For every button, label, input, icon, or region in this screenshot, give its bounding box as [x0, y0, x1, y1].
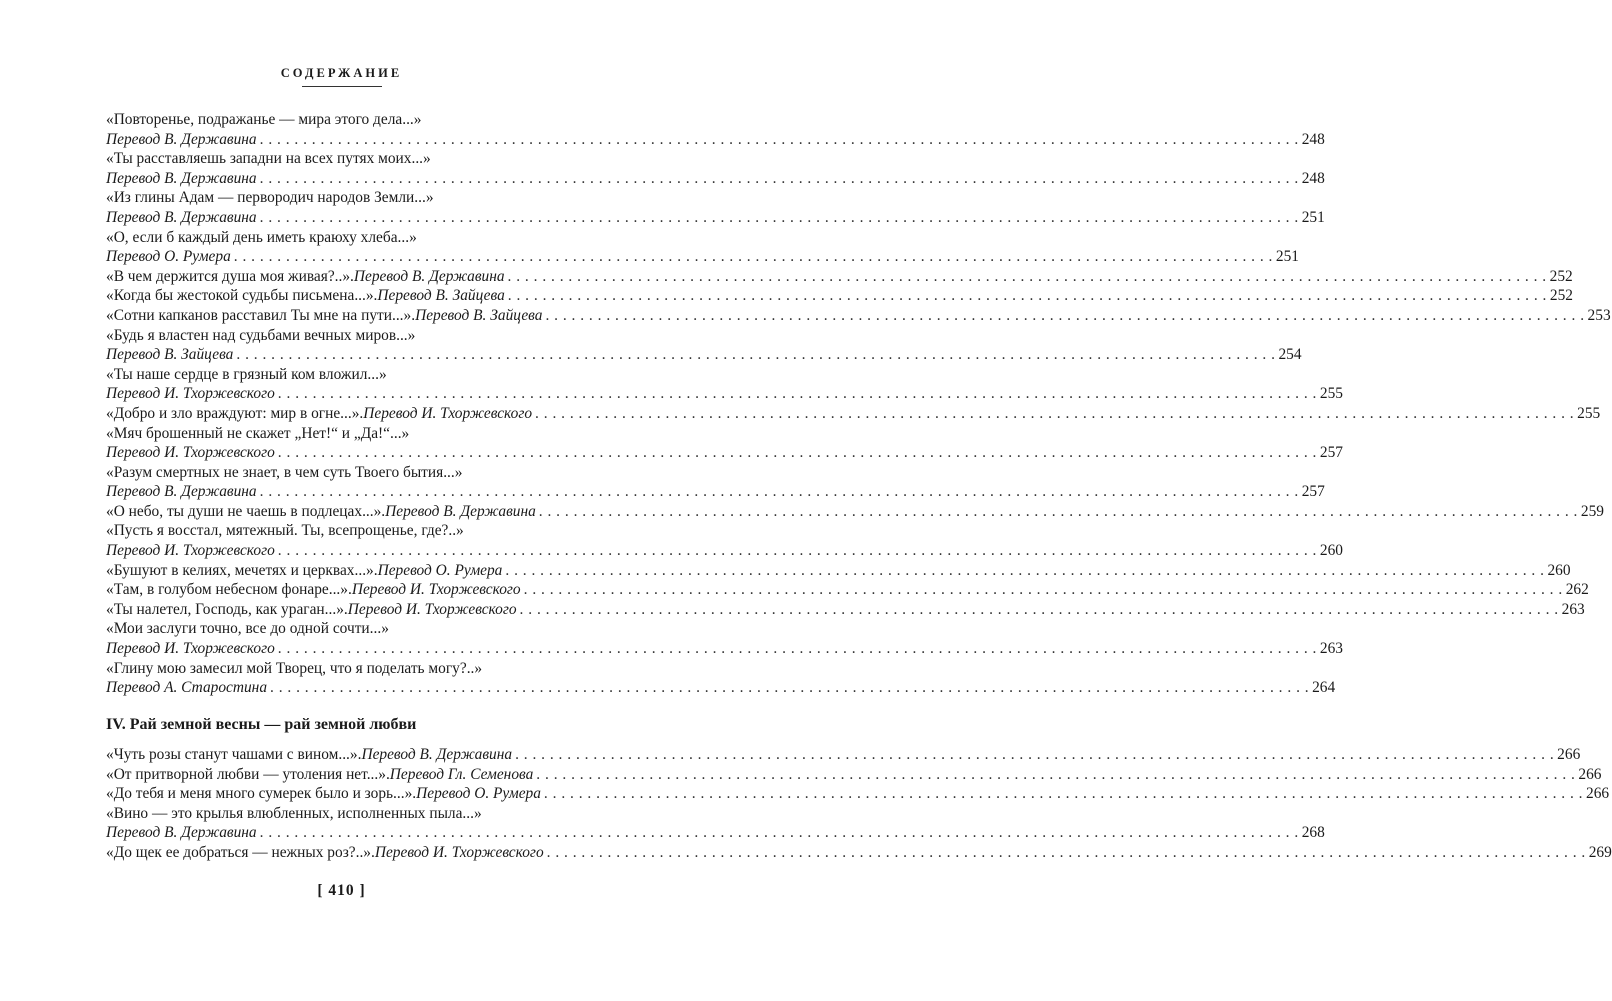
- dot-leader: . . . . . . . . . . . . . . . . . . . . . . . . . . . . . . . . . . . . . . . . . . . . . . . . . . . . . . . . . . . . . . . . . . . . . . . . . . . . . . . . . . . . . . . . . . . . . . . . . . . . . . . . . . . . . . . . . . . . . . . .: [546, 843, 1586, 861]
- toc-translator: Перевод В. Державина: [106, 208, 257, 226]
- toc-translator: Перевод И. Тхоржевского: [351, 581, 521, 599]
- toc-entry-row: [106, 639, 1343, 659]
- toc-entry-row: [106, 286, 1573, 306]
- toc-translator: Перевод А. Старостина: [106, 679, 268, 697]
- toc-page-number: 255: [1319, 385, 1343, 403]
- dot-leader: . . . . . . . . . . . . . . . . . . . . . . . . . . . . . . . . . . . . . . . . . . . . . . . . . . . . . . . . . . . . . . . . . . . . . . . . . . . . . . . . . . . . . . . . . . . . . . . . . . . . . . . . . . . . . . . . . . . . . . . .: [536, 765, 1576, 783]
- toc-entry-row: [106, 404, 1601, 424]
- toc-entry-row: [106, 267, 1573, 287]
- toc-translator: Перевод В. Державина: [361, 746, 513, 763]
- toc-entry-row: [106, 345, 1302, 365]
- toc-translator: Перевод В. Державина: [106, 824, 257, 842]
- page-number: [ 410 ]: [317, 882, 366, 899]
- toc-entry-row: [106, 678, 1336, 698]
- toc-title-line: «Глину мою замесил мой Творец, что я поделать могу?..»: [106, 659, 483, 677]
- toc-translator: Перевод И. Тхоржевского: [106, 444, 275, 462]
- toc-title: «Сотни капканов расставил Ты мне на пути...».: [106, 306, 416, 324]
- toc-title: «О небо, ты души не чаешь в подлецах...».: [106, 502, 386, 520]
- toc-entry-row: [106, 306, 1611, 326]
- toc-translator: Перевод В. Державина: [353, 267, 505, 285]
- toc-translator: Перевод В. Зайцева: [377, 287, 505, 305]
- toc-page-number: 252: [1549, 287, 1573, 305]
- toc-entry-row: [106, 130, 1325, 150]
- toc-entry-row: [106, 443, 1343, 463]
- dot-leader: . . . . . . . . . . . . . . . . . . . . . . . . . . . . . . . . . . . . . . . . . . . . . . . . . . . . . . . . . . . . . . . . . . . . . . . . . . . . . . . . . . . . . . . . . . . . . . . . . . . . . . . . . . . . . . . . . . . . . . . .: [538, 502, 1578, 520]
- toc-entry-row: [106, 765, 1602, 785]
- toc-translator: Перевод В. Державина: [385, 502, 536, 520]
- toc-page-number: 266: [1578, 765, 1602, 783]
- toc-title: «Ты налетел, Господь, как ураган...».: [106, 600, 348, 618]
- toc-page-number: 253: [1587, 306, 1611, 324]
- header-underline: [302, 86, 382, 87]
- toc-entry-row: [106, 745, 1581, 765]
- toc-title: «До щек ее добраться — нежных роз?..».: [106, 843, 375, 861]
- dot-leader: . . . . . . . . . . . . . . . . . . . . . . . . . . . . . . . . . . . . . . . . . . . . . . . . . . . . . . . . . . . . . . . . . . . . . . . . . . . . . . . . . . . . . . . . . . . . . . . . . . . . . . . . . . . . . . . . . . . . . . . .: [505, 561, 1545, 579]
- dot-leader: . . . . . . . . . . . . . . . . . . . . . . . . . . . . . . . . . . . . . . . . . . . . . . . . . . . . . . . . . . . . . . . . . . . . . . . . . . . . . . . . . . . . . . . . . . . . . . . . . . . . . . . . . . . . . . . . . . . . . . . .: [543, 785, 1584, 803]
- toc-page-number: 248: [1301, 169, 1325, 187]
- toc-title-line: «Мяч брошенный не скажет „Нет!“ и „Да!“...»: [106, 424, 410, 442]
- toc-page-number: 254: [1278, 346, 1302, 364]
- dot-leader: . . . . . . . . . . . . . . . . . . . . . . . . . . . . . . . . . . . . . . . . . . . . . . . . . . . . . . . . . . . . . . . . . . . . . . . . . . . . . . . . . . . . . . . . . . . . . . . . . . . . . . . . . . . . . . . . . . . . . . . .: [259, 483, 1299, 501]
- toc-title-line: «Будь я властен над судьбами вечных миров...»: [106, 326, 416, 344]
- toc-translator: Перевод В. Державина: [106, 483, 257, 501]
- toc-page-number: 260: [1319, 542, 1343, 560]
- toc-title-line: «О, если б каждый день иметь краюху хлеба...»: [106, 228, 417, 246]
- dot-leader: . . . . . . . . . . . . . . . . . . . . . . . . . . . . . . . . . . . . . . . . . . . . . . . . . . . . . . . . . . . . . . . . . . . . . . . . . . . . . . . . . . . . . . . . . . . . . . . . . . . . . . . . . . . . . . . . . . . . . . . .: [515, 746, 1555, 763]
- toc-translator: Перевод О. Румера: [416, 785, 541, 803]
- toc-page-number: 251: [1301, 208, 1325, 226]
- toc-translator: Перевод В. Зайцева: [415, 306, 543, 324]
- toc-translator: Перевод И. Тхоржевского: [363, 404, 533, 422]
- toc-page-number: 248: [1301, 130, 1325, 148]
- dot-leader: . . . . . . . . . . . . . . . . . . . . . . . . . . . . . . . . . . . . . . . . . . . . . . . . . . . . . . . . . . . . . . . . . . . . . . . . . . . . . . . . . . . . . . . . . . . . . . . . . . . . . . . . . . . . . . . . . . . . . . . .: [259, 824, 1299, 842]
- toc-entry-row: [106, 169, 1325, 189]
- dot-leader: . . . . . . . . . . . . . . . . . . . . . . . . . . . . . . . . . . . . . . . . . . . . . . . . . . . . . . . . . . . . . . . . . . . . . . . . . . . . . . . . . . . . . . . . . . . . . . . . . . . . . . . . . . . . . . . . . . . . . . . .: [519, 600, 1559, 618]
- toc-title-line: «Из глины Адам — первородич народов Земли...»: [106, 189, 434, 207]
- toc-entry-row: [106, 843, 1612, 863]
- toc-title-line: «Ты расставляешь западни на всех путях моих...»: [106, 150, 431, 168]
- toc-title: «Там, в голубом небесном фонаре...».: [106, 581, 352, 599]
- dot-leader: . . . . . . . . . . . . . . . . . . . . . . . . . . . . . . . . . . . . . . . . . . . . . . . . . . . . . . . . . . . . . . . . . . . . . . . . . . . . . . . . . . . . . . . . . . . . . . . . . . . . . . . . . . . . . . . . . . . . . . . .: [259, 169, 1299, 187]
- toc-title-line: «Мои заслуги точно, все до одной сочти...»: [106, 620, 389, 638]
- toc-translator: Перевод Гл. Семенова: [389, 765, 534, 783]
- running-header: СОДЕРЖАНИЕ: [280, 66, 403, 80]
- toc-page-number: 255: [1577, 404, 1601, 422]
- toc-entry-row: [106, 247, 1299, 267]
- toc-translator: Перевод И. Тхоржевского: [106, 542, 275, 560]
- dot-leader: . . . . . . . . . . . . . . . . . . . . . . . . . . . . . . . . . . . . . . . . . . . . . . . . . . . . . . . . . . . . . . . . . . . . . . . . . . . . . . . . . . . . . . . . . . . . . . . . . . . . . . . . . . . . . . . . . . . . . . . .: [507, 267, 1547, 285]
- toc-list-bottom: [106, 745, 1612, 863]
- dot-leader: . . . . . . . . . . . . . . . . . . . . . . . . . . . . . . . . . . . . . . . . . . . . . . . . . . . . . . . . . . . . . . . . . . . . . . . . . . . . . . . . . . . . . . . . . . . . . . . . . . . . . . . . . . . . . . . . . . . . . . . .: [259, 208, 1299, 226]
- toc-page-number: 269: [1588, 843, 1612, 861]
- toc-entry-row: [106, 823, 1325, 843]
- toc-page-number: 259: [1580, 502, 1604, 520]
- dot-leader: . . . . . . . . . . . . . . . . . . . . . . . . . . . . . . . . . . . . . . . . . . . . . . . . . . . . . . . . . . . . . . . . . . . . . . . . . . . . . . . . . . . . . . . . . . . . . . . . . . . . . . . . . . . . . . . . . . . . . . . .: [545, 306, 1585, 324]
- toc-page-number: 264: [1312, 679, 1336, 697]
- dot-leader: . . . . . . . . . . . . . . . . . . . . . . . . . . . . . . . . . . . . . . . . . . . . . . . . . . . . . . . . . . . . . . . . . . . . . . . . . . . . . . . . . . . . . . . . . . . . . . . . . . . . . . . . . . . . . . . . . . . . . . . .: [277, 444, 1317, 462]
- toc-translator: Перевод И. Тхоржевского: [106, 640, 275, 658]
- toc-title: «До тебя и меня много сумерек было и зорь...».: [106, 785, 417, 803]
- toc-page-number: 252: [1549, 267, 1573, 285]
- toc-page-number: 251: [1275, 248, 1299, 266]
- toc-page-number: 260: [1547, 561, 1571, 579]
- toc-translator: Перевод О. Румера: [106, 248, 231, 266]
- dot-leader: . . . . . . . . . . . . . . . . . . . . . . . . . . . . . . . . . . . . . . . . . . . . . . . . . . . . . . . . . . . . . . . . . . . . . . . . . . . . . . . . . . . . . . . . . . . . . . . . . . . . . . . . . . . . . . . . . . . . . . . .: [259, 130, 1299, 148]
- toc-entry-row: [106, 482, 1325, 502]
- toc-title: «Чуть розы станут чашами с вином...».: [106, 746, 362, 763]
- dot-leader: . . . . . . . . . . . . . . . . . . . . . . . . . . . . . . . . . . . . . . . . . . . . . . . . . . . . . . . . . . . . . . . . . . . . . . . . . . . . . . . . . . . . . . . . . . . . . . . . . . . . . . . . . . . . . . . . . . . . . . . .: [277, 640, 1317, 658]
- toc-page-number: 262: [1565, 581, 1589, 599]
- toc-title: «В чем держится душа моя живая?..».: [106, 267, 354, 285]
- toc-title-line: «Вино — это крылья влюбленных, исполненных пыла...»: [106, 804, 482, 822]
- toc-translator: Перевод В. Зайцева: [106, 346, 234, 364]
- toc-entry-row: [106, 600, 1585, 620]
- toc-title: «Добро и зло враждуют: мир в огне...».: [106, 404, 364, 422]
- toc-entry-row: [106, 541, 1343, 561]
- toc-page-number: 266: [1586, 785, 1610, 803]
- toc-translator: Перевод И. Тхоржевского: [106, 385, 275, 403]
- toc-entry-row: [106, 208, 1325, 228]
- toc-entry-row: [106, 502, 1604, 522]
- toc-page-number: 268: [1301, 824, 1325, 842]
- dot-leader: . . . . . . . . . . . . . . . . . . . . . . . . . . . . . . . . . . . . . . . . . . . . . . . . . . . . . . . . . . . . . . . . . . . . . . . . . . . . . . . . . . . . . . . . . . . . . . . . . . . . . . . . . . . . . . . . . . . . . . . .: [236, 346, 1276, 364]
- dot-leader: . . . . . . . . . . . . . . . . . . . . . . . . . . . . . . . . . . . . . . . . . . . . . . . . . . . . . . . . . . . . . . . . . . . . . . . . . . . . . . . . . . . . . . . . . . . . . . . . . . . . . . . . . . . . . . . . . . . . . . . .: [277, 385, 1317, 403]
- toc-translator: Перевод И. Тхоржевского: [347, 600, 517, 618]
- toc-title: «Бушуют в келиях, мечетях и церквах...».: [106, 561, 378, 579]
- toc-entry-row: [106, 384, 1343, 404]
- toc-page-number: 266: [1557, 746, 1581, 763]
- toc-translator: Перевод О. Румера: [377, 561, 503, 579]
- toc-page-number: 257: [1301, 483, 1325, 501]
- toc-title: «Когда бы жестокой судьбы письмена...».: [106, 287, 378, 305]
- toc-translator: Перевод И. Тхоржевского: [374, 843, 544, 861]
- toc-entry-row: [106, 784, 1610, 804]
- dot-leader: . . . . . . . . . . . . . . . . . . . . . . . . . . . . . . . . . . . . . . . . . . . . . . . . . . . . . . . . . . . . . . . . . . . . . . . . . . . . . . . . . . . . . . . . . . . . . . . . . . . . . . . . . . . . . . . . . . . . . . . .: [523, 581, 1563, 599]
- dot-leader: . . . . . . . . . . . . . . . . . . . . . . . . . . . . . . . . . . . . . . . . . . . . . . . . . . . . . . . . . . . . . . . . . . . . . . . . . . . . . . . . . . . . . . . . . . . . . . . . . . . . . . . . . . . . . . . . . . . . . . . .: [270, 679, 1310, 697]
- toc-title: «От притворной любви — утоления нет...».: [106, 765, 390, 783]
- dot-leader: . . . . . . . . . . . . . . . . . . . . . . . . . . . . . . . . . . . . . . . . . . . . . . . . . . . . . . . . . . . . . . . . . . . . . . . . . . . . . . . . . . . . . . . . . . . . . . . . . . . . . . . . . . . . . . . . . . . . . . . .: [535, 404, 1575, 422]
- toc-entry-row: [106, 561, 1571, 581]
- toc-page-number: 257: [1319, 444, 1343, 462]
- toc-page-number: 263: [1561, 600, 1585, 618]
- toc-list-top: [106, 110, 1611, 698]
- toc-title-line: «Разум смертных не знает, в чем суть Твоего бытия...»: [106, 463, 463, 481]
- section-heading: IV. Рай земной весны — рай земной любви: [106, 716, 417, 733]
- toc-translator: Перевод В. Державина: [106, 130, 257, 148]
- dot-leader: . . . . . . . . . . . . . . . . . . . . . . . . . . . . . . . . . . . . . . . . . . . . . . . . . . . . . . . . . . . . . . . . . . . . . . . . . . . . . . . . . . . . . . . . . . . . . . . . . . . . . . . . . . . . . . . . . . . . . . . .: [233, 248, 1273, 266]
- dot-leader: . . . . . . . . . . . . . . . . . . . . . . . . . . . . . . . . . . . . . . . . . . . . . . . . . . . . . . . . . . . . . . . . . . . . . . . . . . . . . . . . . . . . . . . . . . . . . . . . . . . . . . . . . . . . . . . . . . . . . . . .: [507, 287, 1547, 305]
- toc-title-line: «Ты наше сердце в грязный ком вложил...»: [106, 365, 387, 383]
- toc-translator: Перевод В. Державина: [106, 169, 257, 187]
- toc-title-line: «Повторенье, подражанье — мира этого дела...»: [106, 111, 422, 128]
- toc-page-number: 263: [1319, 640, 1343, 658]
- dot-leader: . . . . . . . . . . . . . . . . . . . . . . . . . . . . . . . . . . . . . . . . . . . . . . . . . . . . . . . . . . . . . . . . . . . . . . . . . . . . . . . . . . . . . . . . . . . . . . . . . . . . . . . . . . . . . . . . . . . . . . . .: [277, 542, 1317, 560]
- toc-title-line: «Пусть я восстал, мятежный. Ты, всепрощенье, где?..»: [106, 522, 464, 540]
- toc-entry-row: [106, 580, 1589, 600]
